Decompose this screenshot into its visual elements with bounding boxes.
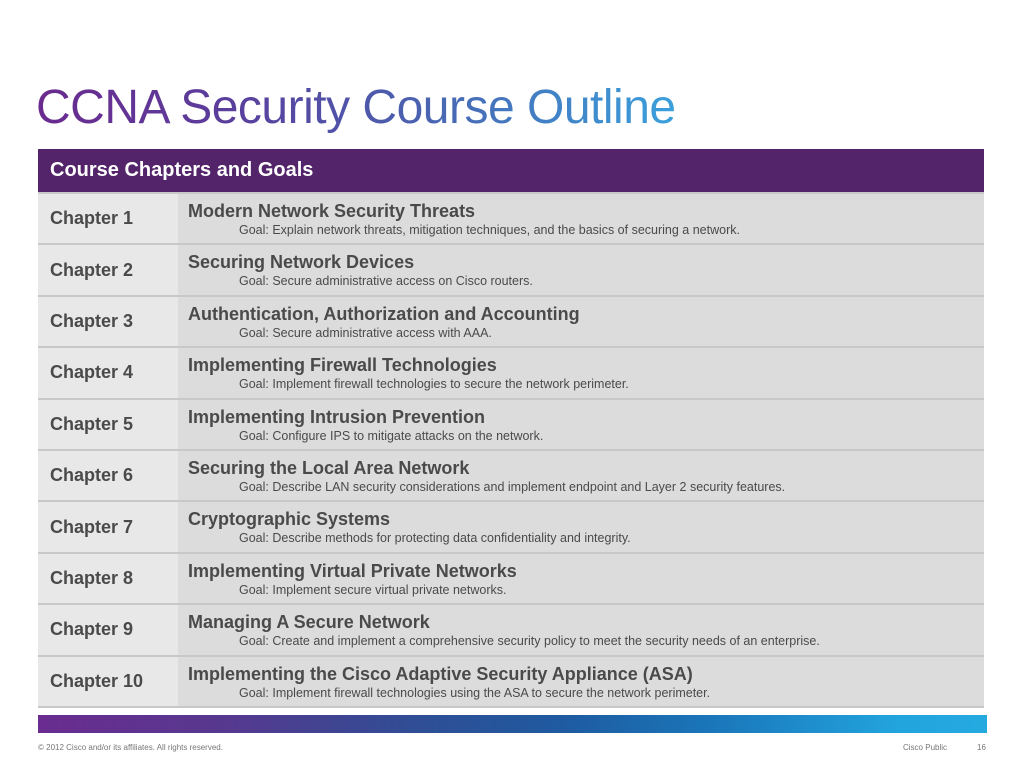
chapter-content [178,297,984,346]
chapter-title: Securing the Local Area Network [188,457,470,478]
table-row [38,295,984,346]
chapter-title: Modern Network Security Threats [188,201,476,221]
chapter-goal: Goal: Secure administrative access on Cisco routers. [239,274,533,289]
chapter-content [178,245,984,294]
chapter-goal: Goal: Secure administrative access with AAA. [239,325,492,340]
table-row [38,500,984,551]
page-number: 16 [977,743,986,752]
chapter-label: Chapter 1 [38,194,178,243]
chapter-content [178,348,984,397]
chapter-goal: Goal: Configure IPS to mitigate attacks on the network. [239,428,544,443]
chapter-title: Authentication, Authorization and Accounting [188,303,580,324]
chapter-content [178,400,984,449]
table-row [38,603,984,654]
chapter-label: Chapter 7 [38,502,178,551]
chapter-label: Chapter 2 [38,245,178,294]
chapter-title: Implementing Intrusion Prevention [188,406,486,427]
table-row [38,449,984,500]
chapter-title: Implementing Virtual Private Networks [188,560,517,581]
footer-gradient-bar [38,715,987,733]
chapter-title: Securing Network Devices [188,252,415,273]
chapter-goal: Goal: Implement firewall technologies to secure the network perimeter. [239,377,629,392]
chapter-title: Cryptographic Systems [188,509,391,530]
table-row [38,243,984,294]
chapter-goal: Goal: Implement firewall technologies using the ASA to secure the network perimeter. [239,685,711,700]
chapter-content [178,194,984,243]
chapter-content [178,451,984,500]
table-row [38,192,984,243]
chapter-label: Chapter 10 [38,657,178,706]
chapter-goal: Goal: Implement secure virtual private networks. [239,582,507,597]
chapter-goal: Goal: Create and implement a comprehensive security policy to meet the security needs of an enterprise. [239,634,820,649]
chapter-title: Implementing the Cisco Adaptive Security Appliance (ASA) [188,663,693,684]
table-row [38,398,984,449]
chapter-title: Implementing Firewall Technologies [188,355,497,376]
table-row [38,346,984,397]
chapter-content [178,554,984,603]
slide-title: CCNA Security Course Outline [36,81,676,134]
chapter-label: Chapter 5 [38,400,178,449]
classification-label: Cisco Public [903,743,948,752]
chapter-label: Chapter 9 [38,605,178,654]
chapter-goal: Goal: Describe methods for protecting data confidentiality and integrity. [239,531,631,546]
chapter-content [178,502,984,551]
chapter-content [178,605,984,654]
chapter-goal: Goal: Explain network threats, mitigation techniques, and the basics of securing a network. [239,223,740,237]
chapter-label: Chapter 4 [38,348,178,397]
chapter-label: Chapter 3 [38,297,178,346]
chapter-title: Managing A Secure Network [188,612,430,633]
chapter-content [178,657,984,706]
chapter-label: Chapter 6 [38,451,178,500]
table-header: Course Chapters and Goals [38,149,984,192]
table-row [38,552,984,603]
chapter-goal: Goal: Describe LAN security considerations and implement endpoint and Layer 2 security features. [239,479,786,494]
copyright-text: © 2012 Cisco and/or its affiliates. All rights reserved. [38,743,223,752]
chapters-table [38,149,984,708]
chapter-label: Chapter 8 [38,554,178,603]
table-row [38,655,984,706]
